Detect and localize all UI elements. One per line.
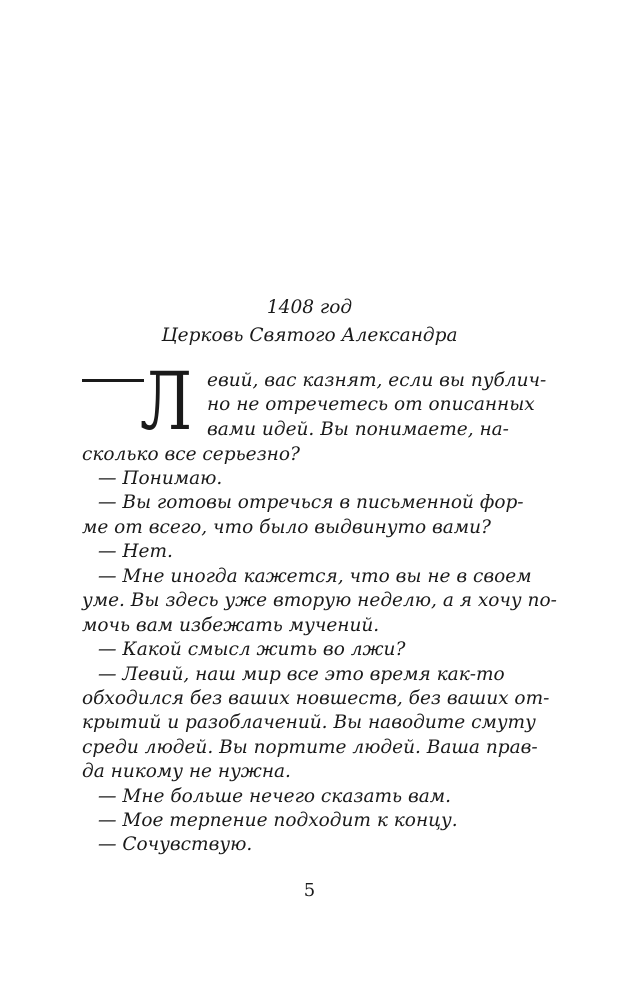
dropcap-letter: Л — [140, 355, 193, 448]
text-line: — Вы готовы отречься в письменной фор- — [98, 492, 524, 513]
text-line: обходился без ваших новшеств, без ваших от- — [82, 688, 550, 709]
text-line: крытий и разоблачений. Вы наводите смуту — [82, 712, 536, 733]
page-number: 5 — [303, 880, 316, 901]
text-line: — Нет. — [98, 541, 173, 562]
dropcap-dash — [82, 379, 144, 382]
text-line: но не отречетесь от описанных — [207, 394, 535, 415]
text-line: — Мне иногда кажется, что вы не в своем — [98, 566, 532, 587]
text-line: ме от всего, что было выдвинуто вами? — [82, 517, 491, 538]
text-line: уме. Вы здесь уже вторую неделю, а я хочу по- — [82, 590, 557, 611]
text-line: — Мне больше нечего сказать вам. — [98, 786, 451, 807]
text-line: мочь вам избежать мучений. — [82, 615, 380, 636]
text-line: евий, вас казнят, если вы публич- — [207, 370, 547, 391]
text-line: — Какой смысл жить во лжи? — [98, 639, 406, 660]
text-line: — Понимаю. — [98, 468, 223, 489]
text-line: да никому не нужна. — [82, 761, 291, 782]
text-line: среди людей. Вы портите людей. Ваша прав- — [82, 737, 538, 758]
text-line: — Мое терпение подходит к концу. — [98, 810, 458, 831]
text-line: вами идей. Вы понимаете, на- — [207, 419, 509, 440]
text-line: — Левий, наш мир все это время как-то — [98, 664, 505, 685]
chapter-year: 1408 год — [266, 297, 353, 318]
text-line: — Сочувствую. — [98, 834, 253, 855]
chapter-location: Церковь Святого Александра — [161, 325, 458, 346]
text-line: сколько все серьезно? — [82, 444, 300, 465]
